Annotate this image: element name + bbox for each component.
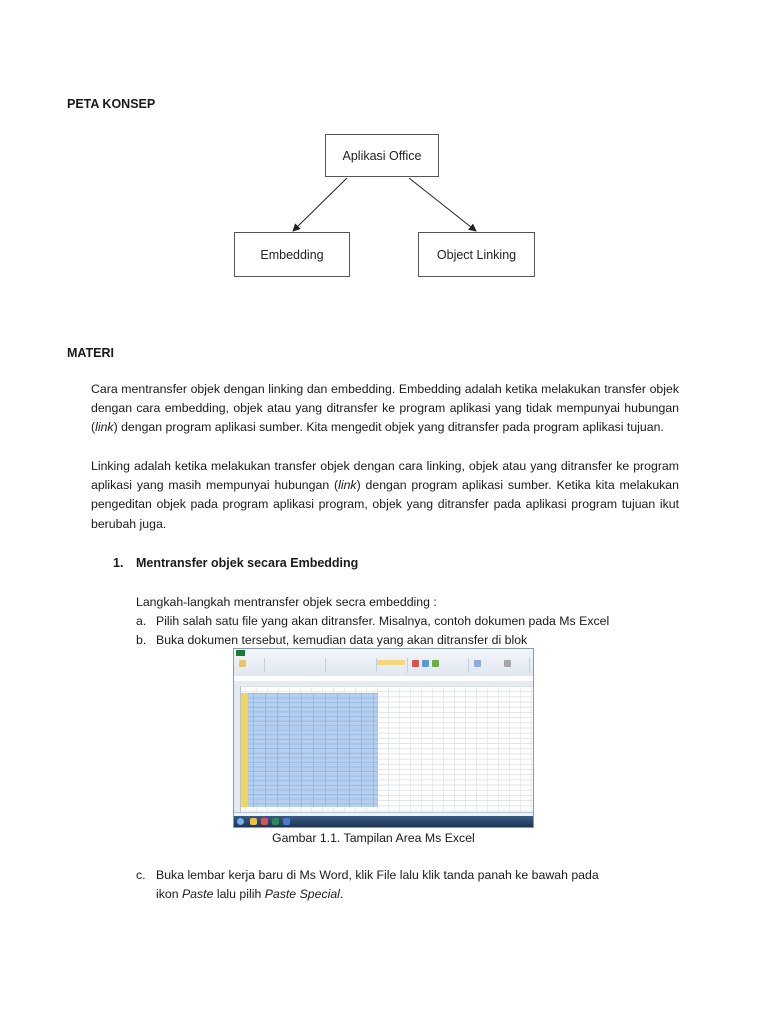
insert-cells-icon: [474, 660, 481, 667]
link-term: link: [338, 478, 357, 493]
arrow-to-linking: [409, 178, 476, 231]
explorer-icon: [250, 818, 257, 825]
steps-intro: Langkah-langkah mentransfer objek secra embedding :: [136, 595, 437, 609]
arrow-to-embedding: [293, 178, 347, 231]
materi-heading: MATERI: [67, 346, 114, 360]
excel-file-tab: [236, 650, 245, 656]
figure-caption: Gambar 1.1. Tampilan Area Ms Excel: [272, 831, 475, 845]
section-title: Mentransfer objek secara Embedding: [136, 556, 359, 570]
sort-filter-icon: [504, 660, 511, 667]
paste-icon: [239, 660, 246, 667]
excel-screenshot-figure: [233, 648, 534, 828]
cell-style-icon: [432, 660, 439, 667]
paste-special-term: Paste Special: [264, 887, 340, 901]
step-b-text: Buka dokumen tersebut, kemudian data yang akan ditransfer di blok: [156, 633, 528, 647]
concept-root-label: Aplikasi Office: [342, 148, 422, 163]
start-icon: [237, 818, 244, 825]
materi-paragraph-2: Linking adalah ketika melakukan transfer objek dengan cara linking, objek atau yang ditransfer ke program aplikasi yang masih mempunyai hubungan (link) dengan program aplikasi sumber. Ketika kita melakukan pengeditan objek pada program aplikasi program, objek yang ditransfer pada aplikasi program tujuan ikut berubah juga.: [91, 459, 679, 531]
section-number: 1.: [113, 556, 124, 570]
media-icon: [261, 818, 268, 825]
concept-embedding-label: Embedding: [260, 247, 324, 262]
excel-ribbon: [234, 649, 533, 677]
concept-arrows: [0, 0, 768, 300]
excel-taskbar-icon: [272, 818, 279, 825]
highlighted-style-cell: [377, 660, 405, 665]
step-c-line-2: ikon Paste lalu pilih Paste Special.: [156, 887, 344, 901]
excel-selected-range-gridlines: [241, 693, 378, 807]
step-a-marker: a.: [136, 614, 147, 628]
materi-paragraph-1: Cara mentransfer objek dengan linking dan embedding. Embedding adalah ketika melakukan transfer objek dengan cara embedding, objek atau yang ditransfer ke program aplikasi yang tidak mempunyai hubungan (link) dengan program aplikasi sumber. Kita mengedit objek yang ditransfer pada program aplikasi tujuan.: [91, 382, 679, 435]
excel-row-headers: [234, 686, 241, 812]
step-c-marker: c.: [136, 868, 146, 882]
word-taskbar-icon: [283, 818, 290, 825]
windows-taskbar: [234, 816, 533, 827]
paste-term: Paste: [181, 887, 214, 901]
step-c-line-1: Buka lembar kerja baru di Ms Word, klik File lalu klik tanda panah ke bawah pada: [156, 868, 599, 882]
link-term: link: [95, 420, 114, 435]
excel-highlighted-column: [241, 693, 248, 807]
concept-linking-label: Object Linking: [436, 247, 517, 262]
step-b-marker: b.: [136, 633, 147, 647]
conditional-format-icon: [412, 660, 419, 667]
table-format-icon: [422, 660, 429, 667]
peta-konsep-heading: PETA KONSEP: [67, 97, 156, 111]
step-a-text: Pilih salah satu file yang akan ditransfer. Misalnya, contoh dokumen pada Ms Excel: [156, 614, 610, 628]
